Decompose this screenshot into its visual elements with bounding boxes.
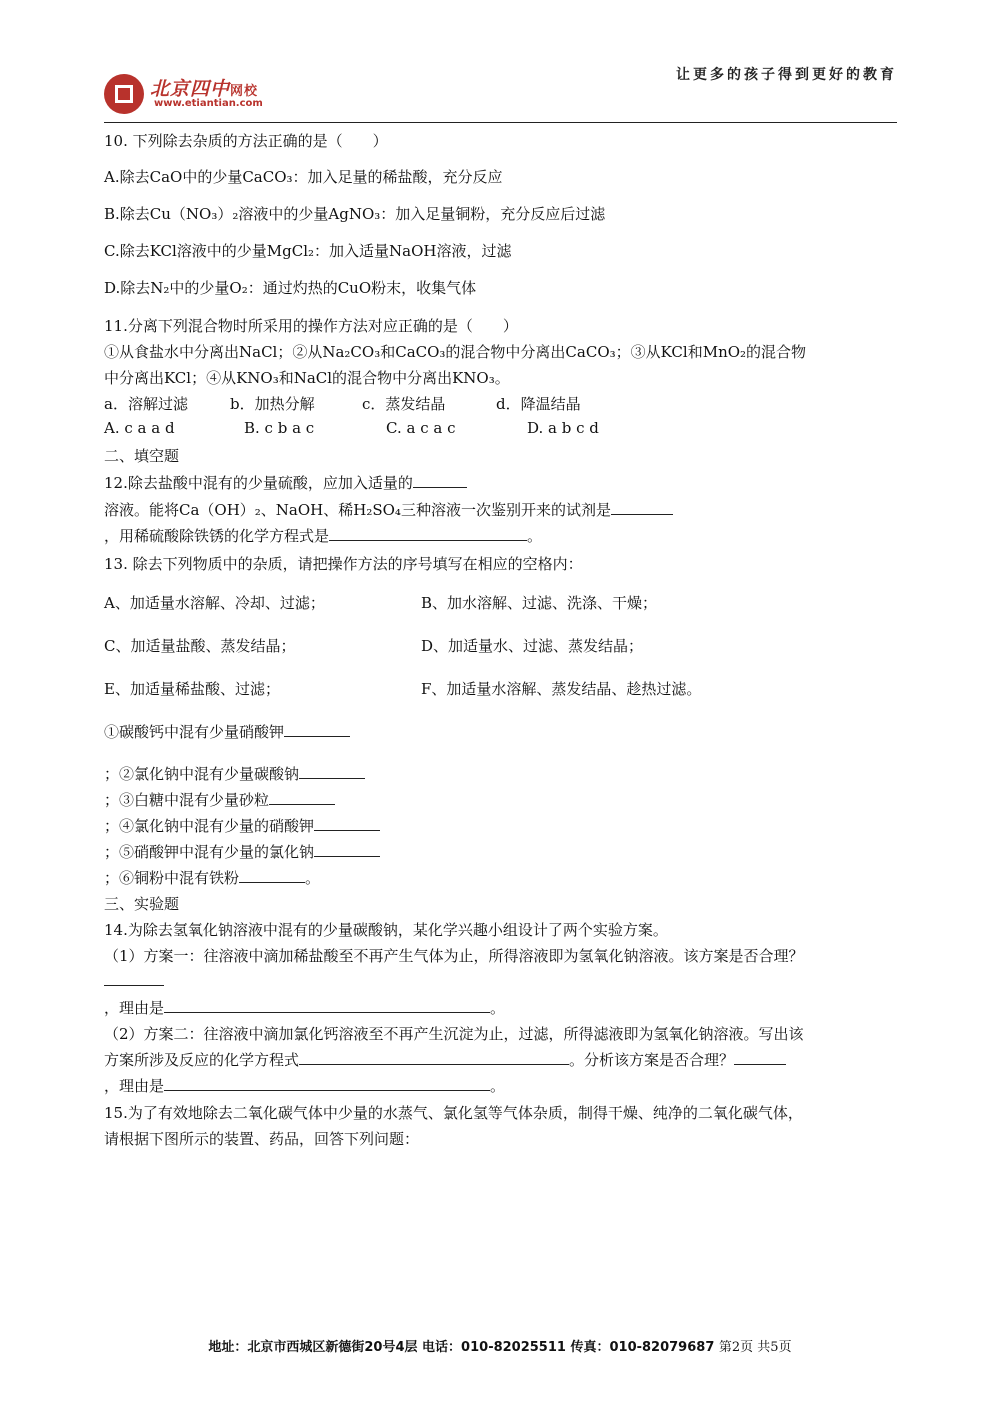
page-footer bbox=[0, 1336, 1000, 1355]
q10-option-d: D.除去N₂中的少量O₂：通过灼热的CuO粉末，收集气体 bbox=[104, 279, 477, 297]
answer-blank[interactable] bbox=[314, 816, 380, 831]
q11-line1: ①从食盐水中分离出NaCl；②从Na₂CO₃和CaCO₃的混合物中分离出CaCO₃；③从KCl和MnO₂的混合物 bbox=[104, 343, 807, 361]
answer-blank[interactable] bbox=[299, 1050, 569, 1065]
q15-line1: 15.为了有效地除去二氧化碳气体中少量的水蒸气、氯化氢等气体杂质，制得干燥、纯净的二氧化碳气体， bbox=[104, 1104, 803, 1122]
q13-op-b: B、加水溶解、过滤、洗涤、干燥； bbox=[421, 594, 658, 612]
answer-blank[interactable] bbox=[269, 790, 335, 805]
q12-line1 bbox=[104, 472, 467, 493]
q15-line2: 请根据下图所示的装置、药品，回答下列问题： bbox=[104, 1130, 420, 1148]
logo-name: 北京四中 bbox=[150, 78, 231, 100]
q11-line2: 中分离出KCl；④从KNO₃和NaCl的混合物中分离出KNO₃。 bbox=[104, 369, 510, 387]
q10-option-b: B.除去Cu（NO₃）₂溶液中的少量AgNO₃：加入足量铜粉，充分反应后过滤 bbox=[104, 205, 606, 223]
q11-choice-a: A. c a a d bbox=[104, 419, 175, 437]
footer-address: 地址：北京市西城区新德街20号4层 电话：010-82025511 传真：010-82079687 bbox=[208, 1340, 715, 1355]
answer-blank[interactable] bbox=[239, 868, 305, 883]
q12-line2 bbox=[104, 499, 673, 520]
logo-url: www.etiantian.com bbox=[154, 98, 263, 109]
q13-item-4: ；④氯化钠中混有少量的硝酸钾 bbox=[104, 815, 380, 836]
q14-reason2: ，理由是 。 bbox=[104, 1077, 506, 1095]
q13-item-2: ；②氯化钠中混有少量碳酸钠 bbox=[104, 763, 365, 784]
header-slogan: 让更多的孩子得到更好的教育 bbox=[676, 67, 897, 83]
q14-plan2a: （2）方案二：往溶液中滴加氯化钙溶液至不再产生沉淀为止，过滤，所得滤液即为氢氧化钠溶液。写出该 bbox=[104, 1025, 804, 1043]
answer-blank[interactable] bbox=[104, 971, 164, 986]
q12-text3: ，用稀硫酸除铁锈的化学方程式是 bbox=[104, 527, 330, 545]
q13-op-c: C、加适量盐酸、蒸发结晶； bbox=[104, 637, 296, 655]
logo-emblem-icon bbox=[104, 74, 144, 114]
answer-blank[interactable] bbox=[611, 500, 673, 515]
q14-reason1: ，理由是 。 bbox=[104, 999, 506, 1017]
q13-op-d: D、加适量水、过滤、蒸发结晶； bbox=[421, 637, 644, 655]
page-header bbox=[0, 0, 1000, 125]
q11-stem: 11.分离下列混合物时所采用的操作方法对应正确的是（ ） bbox=[104, 317, 518, 335]
q13-item-6: ；⑥铜粉中混有铁粉 。 bbox=[104, 869, 321, 887]
q11-method-c: c．蒸发结晶 bbox=[362, 395, 446, 413]
answer-blank[interactable] bbox=[734, 1050, 786, 1065]
q10-option-a: A.除去CaO中的少量CaCO₃：加入足量的稀盐酸，充分反应 bbox=[104, 168, 503, 186]
answer-blank[interactable] bbox=[413, 473, 467, 488]
logo-sub: 网校 bbox=[230, 84, 259, 99]
q12-line3 bbox=[104, 525, 542, 546]
q14-stem: 14.为除去氢氧化钠溶液中混有的少量碳酸钠，某化学兴趣小组设计了两个实验方案。 bbox=[104, 921, 668, 939]
header-divider bbox=[104, 122, 897, 123]
section-experiment: 三、实验题 bbox=[104, 895, 180, 913]
q11-method-d: d．降温结晶 bbox=[496, 395, 581, 413]
school-logo bbox=[104, 74, 294, 118]
q13-item-1: ①碳酸钙中混有少量硝酸钾 bbox=[104, 721, 350, 742]
q13-item-5: ；⑤硝酸钾中混有少量的氯化钠 bbox=[104, 841, 380, 862]
q14-plan1-blank bbox=[104, 971, 164, 990]
q11-choice-d: D. a b c d bbox=[527, 419, 599, 437]
q12-end: 。 bbox=[527, 527, 543, 545]
footer-page-number: 第2页 共5页 bbox=[718, 1340, 792, 1355]
section-fill-blank: 二、填空题 bbox=[104, 447, 180, 465]
answer-blank[interactable] bbox=[284, 722, 350, 737]
q10-stem: 10. 下列除去杂质的方法正确的是（ ） bbox=[104, 132, 388, 150]
q14-plan1: （1）方案一：往溶液中滴加稀盐酸至不再产生气体为止，所得溶液即为氢氧化钠溶液。该方案是否合理？ bbox=[104, 947, 804, 965]
q10-option-c: C.除去KCl溶液中的少量MgCl₂：加入适量NaOH溶液，过滤 bbox=[104, 242, 512, 260]
q11-method-a: a．溶解过滤 bbox=[104, 395, 188, 413]
q11-choice-c: C. a c a c bbox=[386, 419, 456, 437]
q13-op-e: E、加适量稀盐酸、过滤； bbox=[104, 680, 280, 698]
q12-text2: 溶液。能将Ca（OH）₂、NaOH、稀H₂SO₄三种溶液一次鉴别开来的试剂是 bbox=[104, 501, 611, 519]
answer-blank[interactable] bbox=[299, 764, 365, 779]
q14-plan2b: 方案所涉及反应的化学方程式 。分析该方案是否合理？ bbox=[104, 1049, 786, 1070]
q13-item-3: ；③白糖中混有少量砂粒 bbox=[104, 789, 335, 810]
q13-stem: 13. 除去下列物质中的杂质，请把操作方法的序号填写在相应的空格内： bbox=[104, 555, 583, 573]
q13-op-a: A、加适量水溶解、冷却、过滤； bbox=[104, 594, 325, 612]
q13-op-f: F、加适量水溶解、蒸发结晶、趁热过滤。 bbox=[421, 680, 702, 698]
q11-method-b: b．加热分解 bbox=[230, 395, 315, 413]
answer-blank[interactable] bbox=[164, 998, 490, 1013]
answer-blank[interactable] bbox=[164, 1076, 490, 1091]
answer-blank[interactable] bbox=[314, 842, 380, 857]
q11-choice-b: B. c b a c bbox=[244, 419, 315, 437]
q12-text1: 12.除去盐酸中混有的少量硫酸，应加入适量的 bbox=[104, 474, 413, 492]
answer-blank[interactable] bbox=[329, 526, 527, 541]
